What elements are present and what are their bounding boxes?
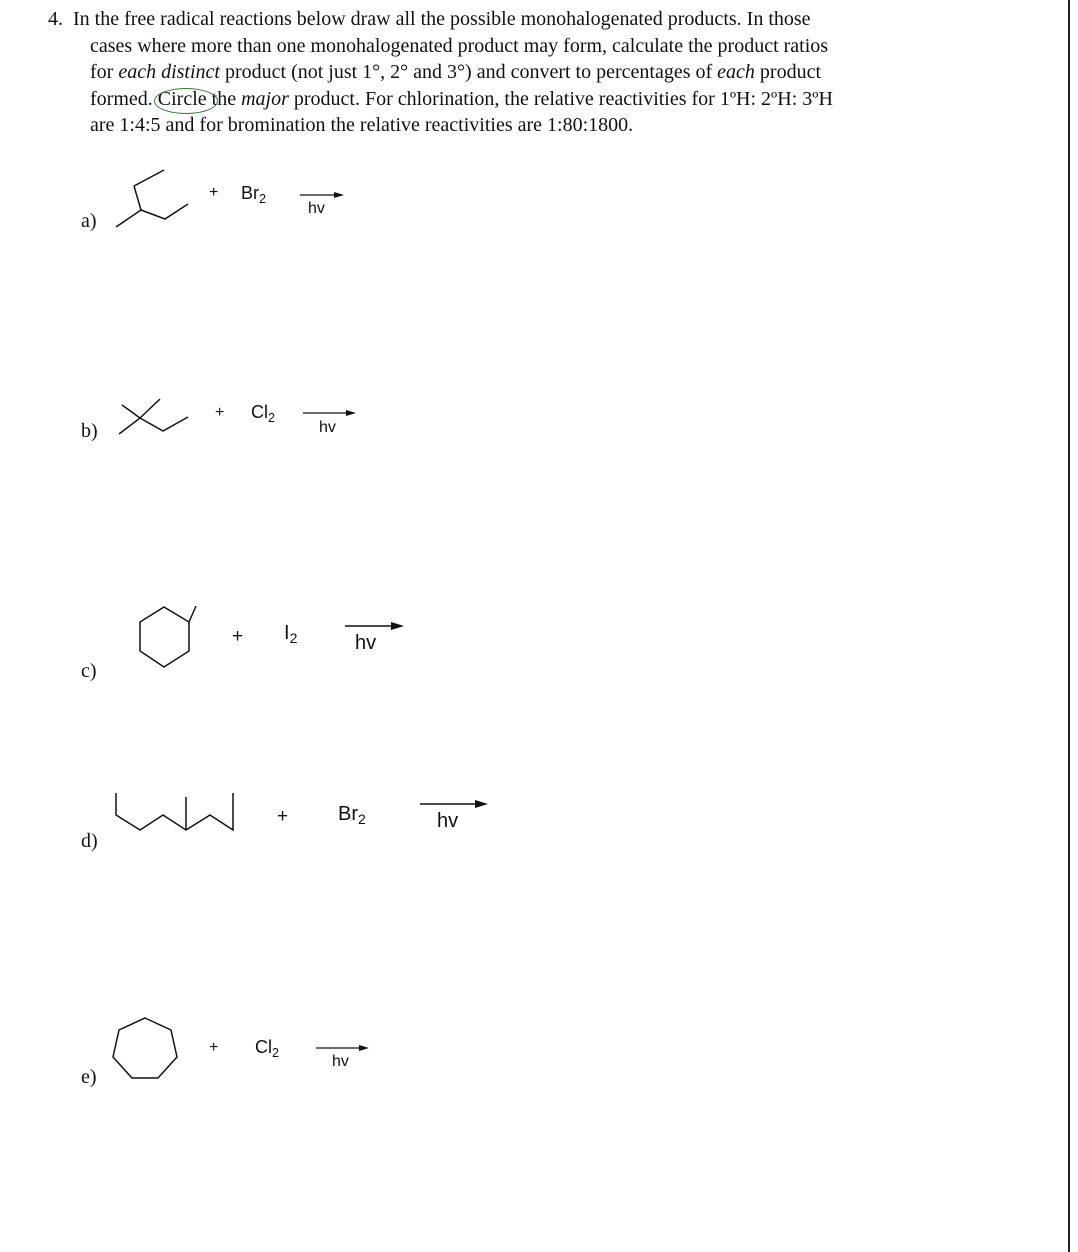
condition-label: hv	[355, 632, 377, 654]
reaction-arrow	[0, 0, 380, 1060]
condition-label: hv	[308, 200, 325, 217]
question-line-1-text: In the free radical reactions below draw all the possible monohalogenated products. In those	[73, 8, 811, 30]
question-line-4: formed. Circle the major product. For chlorination, the relative reactivities for 1ºH: 2ºH: 3ºH	[48, 86, 1048, 113]
reaction-label: e)	[81, 1066, 97, 1088]
reagent: $Br_2$	[338, 803, 366, 828]
plus-sign: +	[232, 626, 244, 647]
plus-sign: +	[209, 1039, 219, 1056]
question-line-2: cases where more than one monohalogenated product may form, calculate the product ratios	[90, 34, 829, 57]
reagent: $Br_2$	[241, 183, 267, 206]
emphasis-each-distinct: each distinct	[118, 61, 220, 83]
condition-label: hv	[332, 1053, 349, 1070]
condition-label: hv	[437, 810, 459, 832]
reagent: $I_2$	[284, 622, 298, 647]
plus-sign: +	[209, 184, 219, 201]
emphasis-each: each	[717, 61, 755, 83]
question-number: 4.	[48, 8, 63, 30]
reagent: $Cl_2$	[251, 402, 276, 425]
reaction-label: a)	[81, 210, 97, 232]
condition-label: hv	[319, 419, 336, 436]
question-line-3: for each distinct product (not just 1°, 2° and 3°) and convert to percentages of each product	[90, 61, 822, 83]
page-edge-line	[1068, 0, 1070, 1252]
reagent: $Cl_2$	[255, 1037, 280, 1060]
circled-word: Circle	[158, 86, 207, 113]
reaction-label: b)	[81, 420, 98, 442]
reaction-label: d)	[81, 830, 98, 852]
plus-sign: +	[277, 806, 289, 827]
question-line-5: are 1:4:5 and for bromination the relative reactivities are 1:80:1800.	[90, 114, 634, 136]
emphasis-major: major	[241, 87, 289, 110]
plus-sign: +	[215, 404, 225, 421]
reaction-label: c)	[81, 660, 97, 682]
